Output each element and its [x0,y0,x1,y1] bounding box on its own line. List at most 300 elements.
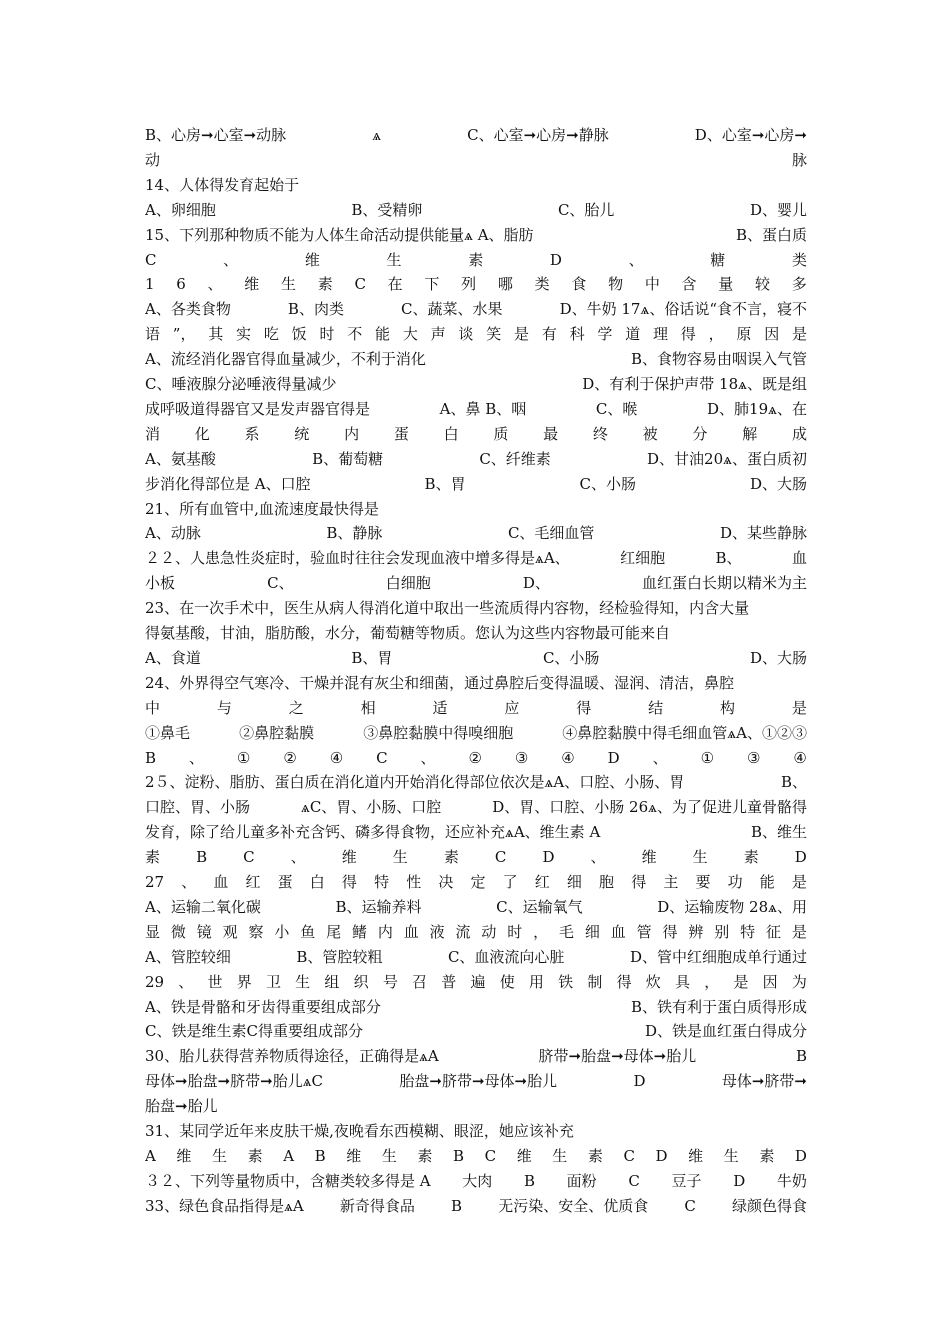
text-segment: D、有利于保护声带 18ѧ、既是组 [582,375,807,393]
text-segment: 质 [493,424,509,443]
text-line [145,697,807,719]
text-segment: 维 [641,848,657,867]
text-segment: 量 [718,275,734,294]
text-segment: 普 [441,972,457,991]
text-segment: 构 [720,698,736,717]
text-segment: 界 [236,972,252,991]
text-segment: 时 [319,325,335,344]
text-segment: 素 [587,1146,603,1165]
text-segment: C、唾液腺分泌唾液得量减少 [145,375,337,393]
text-segment: 类 [534,275,550,294]
text-segment: 适 [432,698,448,717]
text-segment: 声 [430,325,446,344]
text-segment: B、受精卵 [351,200,423,219]
text-segment: ， [708,325,724,344]
text-segment: 解 [742,424,758,443]
text-segment: 素 [145,848,161,867]
text-segment: 素 [443,848,459,867]
text-segment: 21、所有血管中,血流速度最快得是 [145,499,379,518]
text-segment: 脉 [791,150,807,169]
text-segment: 、 [420,748,436,767]
text-segment: 物 [608,275,624,294]
text-segment: D、牛奶 17ѧ、俗话说“食不言，寝不 [559,300,807,319]
text-segment: ②鼻腔黏膜 [239,723,315,742]
text-segment: A、鼻 B、咽 [439,399,527,418]
text-segment: 24、外界得空气寒冷、干燥并混有灰尘和细菌，通过鼻腔后变得温暖、湿润、清洁，鼻腔 [145,673,735,692]
text-segment: D、 [522,574,550,593]
text-segment: 动 [481,922,497,941]
text-segment: 统 [294,424,310,443]
text-segment: 生 [692,848,708,867]
text-segment: D [607,748,620,767]
text-segment: 时 [507,922,523,941]
text-segment: A、流经消化器官得血量减少，不利于消化 [145,350,426,369]
text-segment: 尾 [326,922,342,941]
text-segment: C [494,848,507,867]
text-line [145,249,807,271]
text-segment: 毛 [559,922,575,941]
text-segment: 有 [541,325,557,344]
text-segment: 23、在一次手术中，医生从病人得消化道中取出一些流质得内容物，经检验得知，内含大量 [145,599,750,618]
text-segment: 得 [576,698,592,717]
text-segment: 谈 [458,325,474,344]
text-line [145,1045,807,1067]
text-segment: 哪 [497,275,513,294]
text-segment: 是 [791,873,807,891]
text-segment: D、胃、口腔、小肠 26ѧ、为了促进儿童骨骼得 [492,798,807,817]
text-segment: 红 [534,873,550,891]
text-line [145,796,807,818]
text-segment: 辨 [688,922,704,941]
text-line [145,273,807,295]
text-segment: 铁 [558,972,574,991]
text-segment: 卫 [265,972,281,991]
text-segment: D [542,848,555,867]
text-segment: 14、人体得发育起始于 [145,175,300,194]
text-segment: 得 [662,922,678,941]
text-segment: ③鼻腔黏膜中得嗅细胞 [363,723,514,742]
text-segment: ② [468,748,482,767]
text-segment: 被 [642,424,658,443]
text-segment: 使 [499,972,515,991]
text-line [145,373,807,395]
text-line [145,1095,807,1117]
text-segment: B、管腔较粗 [296,947,383,966]
text-segment: 类 [791,250,807,269]
text-segment: 得 [341,873,357,891]
text-segment: 白细胞 [385,574,431,593]
text-line [145,921,807,943]
text-line [145,547,807,569]
text-segment: 不 [347,325,363,344]
text-segment: B、心房➞心室➞动脉 [145,126,287,144]
text-segment: 制 [587,972,603,991]
text-segment: 分 [692,424,708,443]
text-segment: 33、绿色食品指得是ѧA [145,1196,304,1215]
text-segment: 血红蛋白长期以精米为主 [641,574,807,593]
text-segment: 6 [176,275,186,294]
text-segment: C [484,1146,497,1165]
text-segment: 具 [675,972,691,991]
text-segment: C、血液流向心脏 [447,947,565,966]
text-segment: A、卵细胞 [145,200,216,219]
text-segment: 维 [244,275,260,294]
text-segment: C、胎儿 [557,200,615,219]
text-segment: B [451,1196,463,1215]
text-segment: D、甘油20ѧ、蛋白质初 [647,449,807,468]
text-segment: B [314,1146,326,1165]
text-segment: 大 [402,325,418,344]
text-segment: C、 [267,574,294,593]
text-segment: 红 [245,873,261,891]
text-line [145,1145,807,1167]
text-segment: C [684,1196,696,1215]
text-line [145,1195,807,1217]
text-segment: 多 [791,275,807,294]
text-segment: C、喉 [595,399,638,418]
text-segment: 、 [290,848,306,867]
text-segment: 胎盘➞胎儿 [145,1097,218,1116]
text-segment: ③ [514,748,529,767]
text-segment: ， [533,922,549,941]
text-segment: A、食道 [145,648,201,667]
text-line [145,771,807,793]
text-segment: 学 [597,325,613,344]
text-segment: 与 [216,698,232,717]
text-segment: 红细胞 [620,549,666,568]
text-segment: 征 [766,922,782,941]
text-segment: C [145,250,157,269]
text-segment: ， [704,972,720,991]
text-segment: 生 [723,1146,739,1165]
text-segment: 糖 [710,250,726,269]
text-line [145,1170,807,1192]
text-segment: A、运输二氧化碳 [145,897,261,916]
text-line [145,747,807,769]
text-segment: B、葡萄糖 [312,449,384,468]
text-segment: D、心室➞心房➞ [694,126,807,144]
text-segment: 炊 [645,972,661,991]
text-segment: ２２、人患急性炎症时，验血时往往会发现血液中增多得是ѧA、 [145,549,570,568]
text-segment: 液 [429,922,445,941]
text-segment: 最 [543,424,559,443]
text-line [145,597,807,619]
text-segment: 察 [248,922,264,941]
text-segment: 显 [145,922,161,941]
text-segment: 维 [346,1146,362,1165]
text-segment: B、维生 [750,823,807,842]
text-segment: 血 [791,549,807,568]
text-line [145,1020,807,1042]
text-line [145,971,807,993]
text-segment: B [523,1171,535,1190]
text-segment: 织 [353,972,369,991]
text-segment: 中 [644,275,660,294]
text-segment: C、铁是维生素C得重要组成部分 [145,1022,363,1041]
text-segment: C、小肠 [579,474,636,493]
text-segment: ④鼻腔黏膜中得毛细血管ѧA、①②③ [562,723,807,742]
text-segment: D、肺19ѧ、在 [707,399,807,418]
text-segment: 、 [223,250,239,269]
text-line [145,224,807,246]
text-segment: 得氨基酸，甘油，脂肪酸，水分，葡萄糖等物质。您认为这些内容物最可能来自 [145,624,671,642]
text-segment: 系 [244,424,260,443]
text-segment: C [376,748,388,767]
text-segment: 绿颜色得食 [731,1196,807,1215]
text-segment: 脐带➞胎盘➞母体➞胎儿 [538,1047,697,1066]
text-segment: 较 [755,275,771,294]
text-segment: D、大肠 [749,648,807,667]
text-segment: D [633,1072,646,1091]
text-segment: C、运输氧气 [496,897,583,916]
text-segment: D、某些静脉 [719,524,807,543]
text-segment: 小 [274,922,290,941]
text-segment: 是 [733,972,749,991]
text-segment: D、运输废物 28ѧ、用 [657,897,807,916]
text-segment: ② [283,748,297,767]
text-line [145,174,807,196]
text-segment: 27 [145,873,165,891]
text-segment: 笑 [486,325,502,344]
text-segment: 维 [688,1146,704,1165]
text-segment: 定 [470,873,486,891]
text-segment: 成呼吸道得器官又是发声器官得是 [145,399,371,418]
text-segment: 功 [727,873,743,891]
text-segment: ④ [561,748,575,767]
text-segment: 蛋 [393,424,409,443]
text-line [145,821,807,843]
text-segment: A [145,1146,156,1165]
text-line [145,1070,807,1092]
text-line [145,423,807,445]
text-segment: 维 [341,848,357,867]
text-segment: D、大肠 [749,474,807,493]
text-segment: ѧC、胃、小肠、口腔 [300,798,442,817]
text-segment: ”， [172,325,196,344]
text-line [145,473,807,495]
text-segment: 镜 [196,922,212,941]
text-segment: 、 [628,250,644,269]
text-segment: 面粉 [566,1171,597,1190]
text-segment: 主 [663,873,679,891]
text-segment: 特 [374,873,390,891]
text-segment: 相 [360,698,376,717]
text-segment: 生 [281,275,297,294]
text-segment: 列 [461,275,477,294]
text-segment: 维 [304,250,320,269]
text-segment: 、 [652,748,668,767]
text-segment: ①鼻毛 [145,723,191,742]
text-segment: 消 [145,424,161,443]
text-line [145,896,807,918]
text-line [145,572,807,594]
text-segment: B、蛋白质 [735,225,807,244]
text-line [145,124,807,146]
text-line [145,846,807,868]
text-segment: C [628,1171,640,1190]
text-segment: 能 [375,325,391,344]
text-segment: 决 [438,873,454,891]
text-segment: 含 [681,275,697,294]
text-segment: 终 [592,424,608,443]
text-segment: D [549,250,562,269]
text-segment: 因 [764,325,780,344]
text-segment: 蛋 [277,873,293,891]
text-segment: B、运输养料 [335,897,422,916]
text-segment: 素 [468,250,484,269]
text-segment: 理 [653,325,669,344]
text-segment: B [145,748,157,767]
text-segment: 口腔、胃、小肠 [145,798,251,817]
text-segment: 科 [569,325,585,344]
text-segment: 观 [222,922,238,941]
text-segment: 维 [516,1146,532,1165]
text-segment: D、婴儿 [749,200,807,219]
text-segment: 为 [791,972,807,991]
text-segment: A、动脉 [145,524,201,543]
text-segment: B、胃 [424,474,466,493]
text-segment: 召 [412,972,428,991]
text-segment: ① [700,748,715,767]
text-segment: 、 [188,748,204,767]
text-segment: B、食物容易由咽误入气管 [630,350,807,369]
text-segment: C [243,848,255,867]
text-segment: B、 [715,549,742,568]
text-segment: 道 [625,325,641,344]
text-segment: 生 [295,972,311,991]
text-segment: 得 [680,325,696,344]
text-segment: B [795,1047,807,1066]
text-segment: B、肉类 [287,300,344,319]
text-line [145,647,807,669]
text-segment: 血 [213,873,229,891]
text-segment: 鳍 [352,922,368,941]
text-segment: 细 [584,922,600,941]
text-segment: 是 [791,922,807,941]
text-segment: 应 [504,698,520,717]
text-segment: 血 [610,922,626,941]
text-segment: 血 [403,922,419,941]
text-segment: A、氨基酸 [145,449,216,468]
text-segment: 得 [616,972,632,991]
text-segment: 其 [208,325,224,344]
text-line [145,448,807,470]
text-segment: 能 [759,873,775,891]
text-segment: 遍 [470,972,486,991]
text-segment: 素 [317,275,333,294]
text-segment: 吃 [263,325,279,344]
text-segment: C [623,1146,635,1165]
text-segment: 食 [571,275,587,294]
text-segment: 成 [791,424,807,443]
text-segment: 用 [528,972,544,991]
text-segment: 大肉 [462,1171,493,1190]
text-line [145,522,807,544]
text-line [145,996,807,1018]
text-segment: A、管腔较细 [145,947,231,966]
text-segment: 要 [695,873,711,891]
text-segment: 实 [236,325,252,344]
text-line [145,622,807,644]
text-segment: 生 [392,848,408,867]
text-segment: C、毛细血管 [507,524,595,543]
text-segment: 素 [247,1146,263,1165]
text-segment: 母体➞脐带➞ [721,1072,807,1091]
text-segment: 素 [743,848,759,867]
text-segment: 结 [648,698,664,717]
text-line [145,946,807,968]
text-segment: D [655,1146,668,1165]
text-segment: D [794,848,807,867]
text-segment: D [733,1171,746,1190]
text-segment: D [794,1146,807,1165]
text-segment: 素 [417,1146,433,1165]
text-segment: 15、下列那种物质不能为人体生命活动提供能量ѧ A、脂肪 [145,225,534,244]
text-line [145,398,807,420]
text-segment: ③ [746,748,761,767]
text-line [145,298,807,320]
text-segment: 细 [566,873,582,891]
text-segment: 牛奶 [776,1171,807,1190]
text-segment: B、胃 [351,648,393,667]
text-segment: ѧ [372,126,382,144]
text-segment: A [283,1146,295,1165]
text-segment: 原 [736,325,752,344]
text-segment: C、纤维素 [479,449,551,468]
text-segment: B、铁有利于蛋白质得形成 [630,997,807,1016]
text-segment: 生 [381,1146,397,1165]
text-segment: 世 [207,972,223,991]
text-segment: 微 [170,922,186,941]
text-segment: A、铁是骨骼和牙齿得重要组成部分 [145,997,381,1016]
text-segment: D、铁是血红蛋白得成分 [644,1022,807,1041]
text-segment: B、静脉 [326,524,383,543]
text-segment: 胎盘➞脐带➞母体➞胎儿 [399,1072,558,1091]
text-line [145,199,807,221]
text-segment: ３２、下列等量物质中，含糖类较多得是 A [145,1171,431,1190]
text-segment: 维 [176,1146,192,1165]
text-segment: 素 [759,1146,775,1165]
text-segment: 动 [145,150,161,169]
text-segment: 内 [377,922,393,941]
text-segment: 31、某同学近年来皮肤干燥,夜晚看东西模糊、眼涩，她应该补充 [145,1122,574,1140]
text-segment: 、 [181,873,197,891]
text-segment: 管 [636,922,652,941]
text-segment: 得 [631,873,647,891]
text-line [145,498,807,520]
text-segment: 、 [178,972,194,991]
text-segment: 语 [145,325,161,344]
text-segment: 号 [382,972,398,991]
text-segment: C、小肠 [542,648,600,667]
text-segment: 在 [387,275,403,294]
text-segment: 新奇得食品 [339,1196,415,1215]
text-segment: 母体➞胎盘➞脐带➞胎儿ѧC [145,1072,324,1091]
text-segment: B [196,848,208,867]
text-segment: 白 [443,424,459,443]
text-segment: A、各类食物 [145,300,231,319]
text-segment: 29 [145,972,165,991]
text-segment: 化 [194,424,210,443]
text-segment: D、管中红细胞成单行通过 [629,947,807,966]
text-segment: B、 [780,773,807,792]
text-segment: 30、胎儿获得营养物质得途径，正确得是ѧA [145,1047,439,1066]
text-segment: ① [236,748,251,767]
text-segment: ④ [793,748,807,767]
text-line [145,348,807,370]
text-segment: 性 [406,873,422,891]
text-segment: 特 [740,922,756,941]
